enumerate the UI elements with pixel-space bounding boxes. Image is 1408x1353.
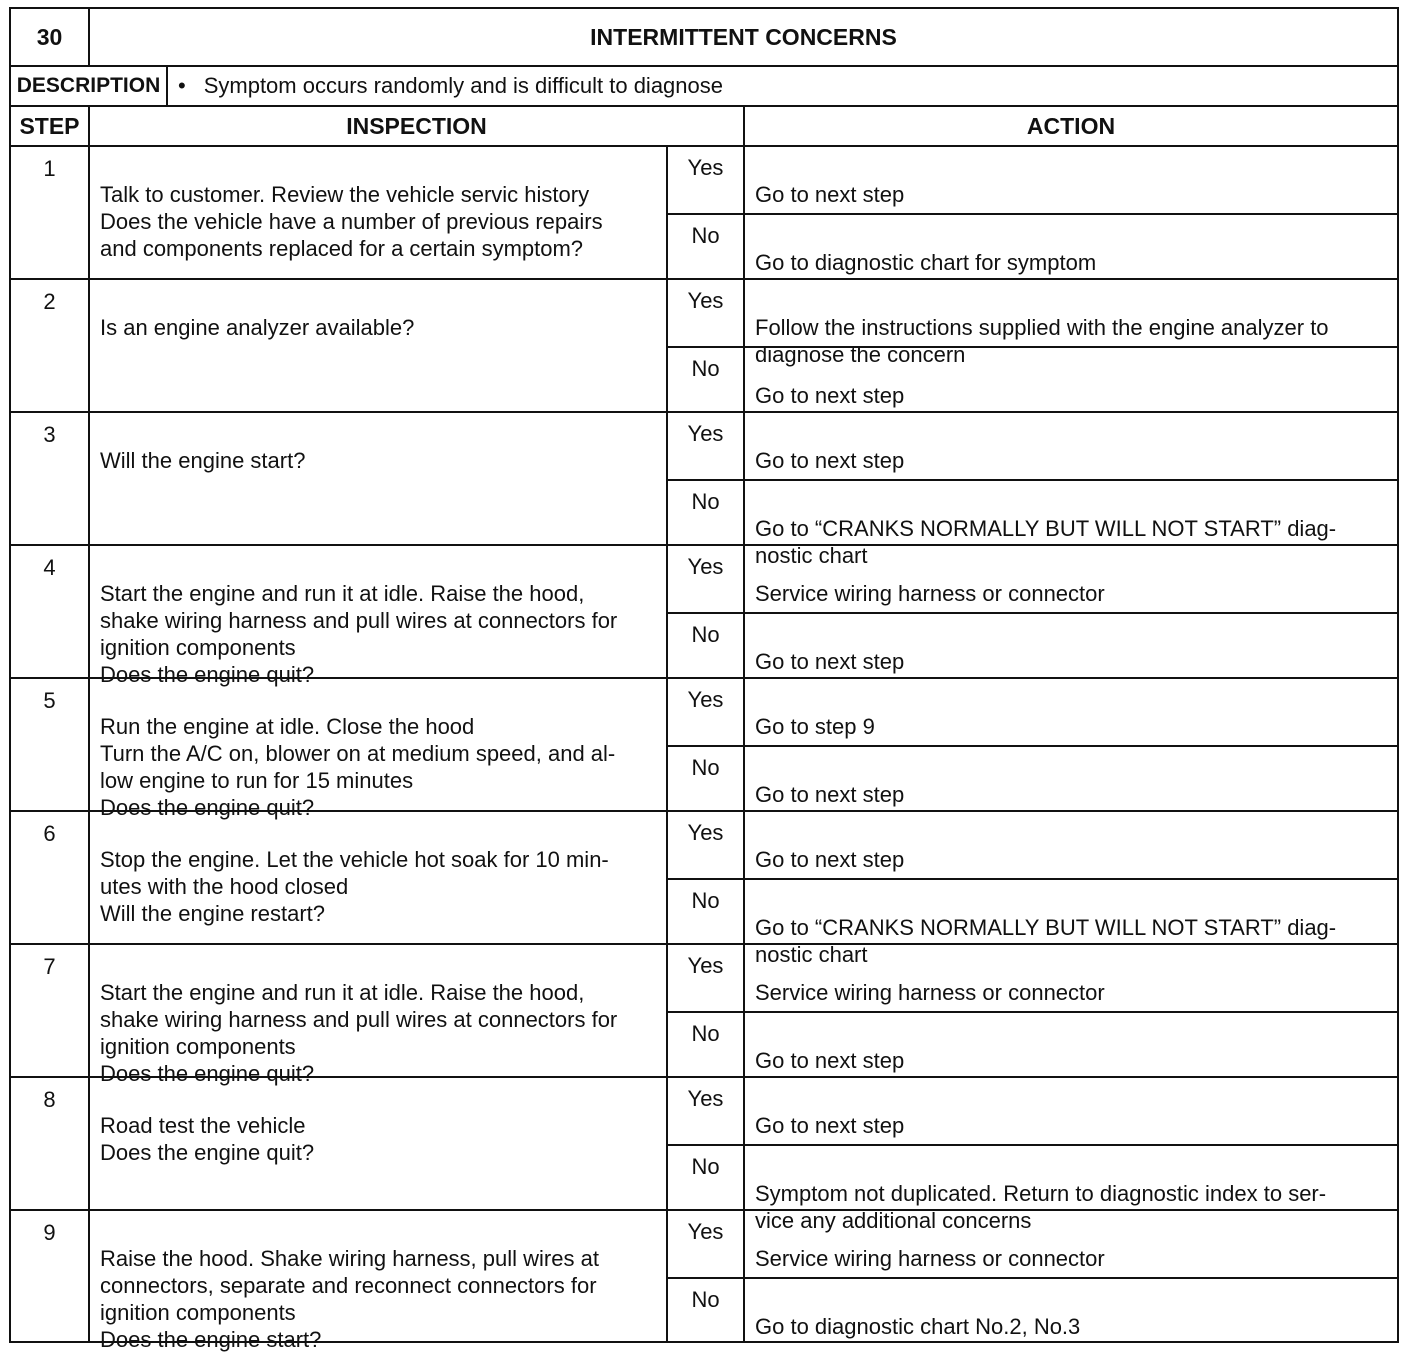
inspection-column-header: INSPECTION <box>88 107 743 145</box>
no-label: No <box>668 612 743 677</box>
no-label: No <box>668 745 743 810</box>
yes-label: Yes <box>687 421 724 446</box>
yes-no-column <box>666 945 743 1076</box>
section-number: 30 <box>36 23 63 50</box>
inspection-text: Is an engine analyzer available? <box>88 280 666 411</box>
yes-label: Yes <box>687 687 724 712</box>
no-action: Go to next step <box>745 612 1397 677</box>
inspection-text: Start the engine and run it at idle. Raise the hood, shake wiring harness and pull wires at connectors for ignition components Does the engine quit? <box>88 546 666 677</box>
yes-label: Yes <box>687 820 724 845</box>
yes-label: Yes <box>687 1086 724 1111</box>
yes-action: Go to next step <box>755 182 905 207</box>
no-action: Go to diagnostic chart for symptom <box>745 213 1397 278</box>
no-action: Go to next step <box>745 745 1397 810</box>
yes-label: Yes <box>687 953 724 978</box>
step-row <box>11 677 1397 820</box>
yes-no-column <box>666 1211 743 1342</box>
title-row <box>11 9 1397 65</box>
step-row <box>11 411 1397 568</box>
no-action: Go to “CRANKS NORMALLY BUT WILL NOT START” diag- nostic chart <box>745 479 1397 544</box>
yes-no-column <box>666 413 743 544</box>
no-label: No <box>668 479 743 544</box>
step-number: 9 <box>43 1220 56 1245</box>
yes-no-column <box>666 812 743 943</box>
description-label: DESCRIPTION <box>16 74 161 97</box>
yes-action: Service wiring harness or connector <box>755 1246 1105 1271</box>
inspection-text: Start the engine and run it at idle. Raise the hood, shake wiring harness and pull wires at connectors for ignition components Does the engine quit? <box>88 945 666 1076</box>
yes-label: Yes <box>687 554 724 579</box>
no-label: No <box>668 213 743 278</box>
step-number: 1 <box>43 156 56 181</box>
step-row <box>11 278 1397 411</box>
no-label: No <box>668 1144 743 1209</box>
no-action: Go to next step <box>745 346 1397 411</box>
description-text: • Symptom occurs randomly and is difficult to diagnose <box>166 67 1397 105</box>
yes-no-column <box>666 546 743 677</box>
step-row <box>11 943 1397 1086</box>
step-number: 5 <box>43 688 56 713</box>
no-label: No <box>668 1277 743 1342</box>
action-column-header: ACTION <box>743 107 1397 145</box>
action-column <box>743 1078 1397 1233</box>
inspection-text: Raise the hood. Shake wiring harness, pull wires at connectors, separate and reconnect connectors for ignition components Does the engine start? <box>88 1211 666 1342</box>
action-column <box>743 679 1397 810</box>
yes-label: Yes <box>687 288 724 313</box>
inspection-text: Talk to customer. Review the vehicle servic history Does the vehicle have a number of previous repairs and components replaced for a certain symptom? <box>88 147 666 278</box>
no-label: No <box>668 878 743 943</box>
step-number: 3 <box>43 422 56 447</box>
action-column <box>743 546 1397 677</box>
yes-action: Service wiring harness or connector <box>755 581 1105 606</box>
action-column <box>743 812 1397 967</box>
step-number: 2 <box>43 289 56 314</box>
yes-action: Go to step 9 <box>755 714 875 739</box>
inspection-text: Run the engine at idle. Close the hood Turn the A/C on, blower on at medium speed, and al- low engine to run for 15 minutes Does the engine quit? <box>88 679 666 810</box>
yes-action: Go to next step <box>755 448 905 473</box>
page-title: INTERMITTENT CONCERNS <box>88 9 1397 65</box>
step-number: 6 <box>43 821 56 846</box>
inspection-text: Will the engine start? <box>88 413 666 544</box>
step-number: 4 <box>43 555 56 580</box>
no-action: Go to diagnostic chart No.2, No.3 <box>745 1277 1397 1342</box>
description-row <box>11 65 1397 105</box>
action-column <box>743 945 1397 1076</box>
bullet-icon: • <box>178 73 186 98</box>
action-column <box>743 413 1397 568</box>
no-label: No <box>668 346 743 411</box>
action-column <box>743 280 1397 411</box>
step-number: 7 <box>43 954 56 979</box>
yes-no-column <box>666 679 743 810</box>
no-action: Go to next step <box>745 1011 1397 1076</box>
step-row <box>11 1209 1397 1352</box>
diagnostic-table <box>9 7 1399 1352</box>
yes-action: Go to next step <box>755 1113 905 1138</box>
yes-action: Service wiring harness or connector <box>755 980 1105 1005</box>
action-column <box>743 147 1397 278</box>
yes-no-column <box>666 280 743 411</box>
no-action: Go to “CRANKS NORMALLY BUT WILL NOT START” diag- nostic chart <box>745 878 1397 943</box>
inspection-text: Stop the engine. Let the vehicle hot soak for 10 min- utes with the hood closed Will the engine restart? <box>88 812 666 943</box>
yes-action: Follow the instructions supplied with the engine analyzer to diagnose the concern <box>755 315 1329 367</box>
yes-no-column <box>666 147 743 278</box>
step-column-header: STEP <box>19 112 80 139</box>
step-number: 8 <box>43 1087 56 1112</box>
step-row <box>11 145 1397 278</box>
step-row <box>11 544 1397 687</box>
action-column <box>743 1211 1397 1342</box>
no-label: No <box>668 1011 743 1076</box>
inspection-text: Road test the vehicle Does the engine quit? <box>88 1078 666 1209</box>
column-header-row <box>11 105 1397 145</box>
yes-no-column <box>666 1078 743 1209</box>
step-row <box>11 1076 1397 1233</box>
no-action: Symptom not duplicated. Return to diagnostic index to ser- vice any additional concerns <box>745 1144 1397 1209</box>
yes-action: Go to next step <box>755 847 905 872</box>
yes-label: Yes <box>687 1219 724 1244</box>
yes-label: Yes <box>687 155 724 180</box>
step-row <box>11 810 1397 967</box>
